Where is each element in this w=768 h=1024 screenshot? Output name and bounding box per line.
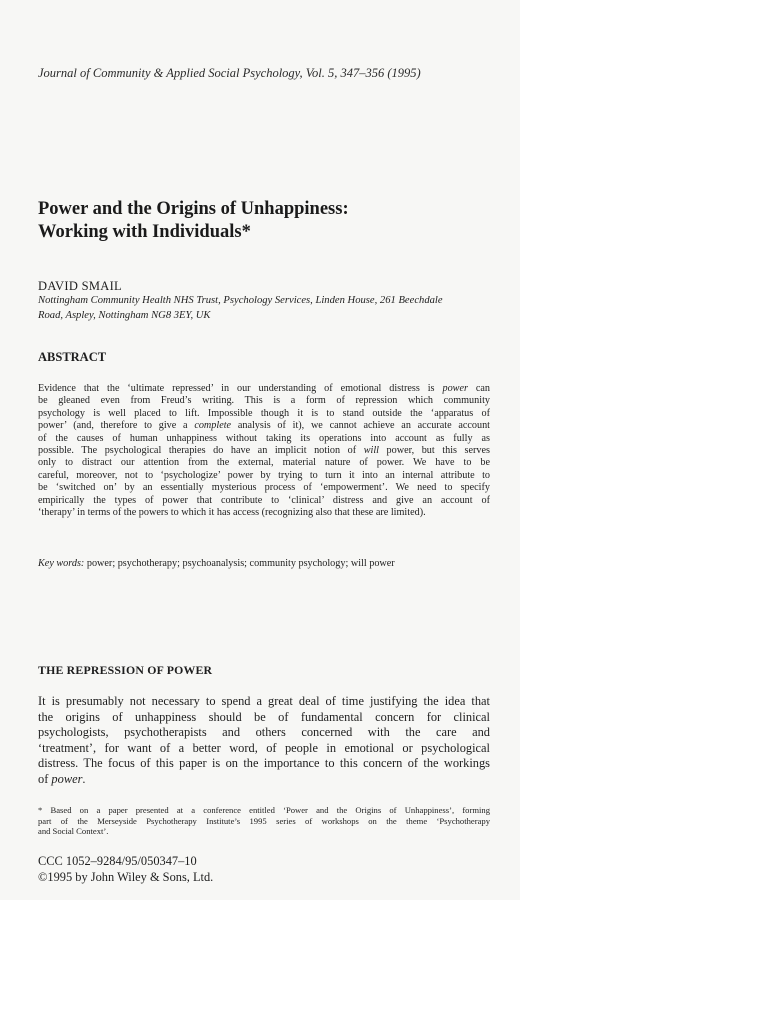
abstract-line: Evidence that the ‘ultimate repressed’ in our understanding of emotional distress is power can (38, 383, 490, 394)
abstract-line: careful, moreover, not to ‘psychologize’ power by trying to turn it into an internal attribute to (38, 469, 490, 481)
keywords-label: Key words: (38, 558, 85, 569)
abstract-line: psychology is well placed to lift. Impossible though it is to stand outside the ‘apparatus of (38, 407, 490, 419)
copyright-block (38, 853, 213, 885)
affiliation-line-1: Nottingham Community Health NHS Trust, Psychology Services, Linden House, 261 Beechdale (38, 295, 443, 306)
body-line: distress. The focus of this paper is on the importance to this concern of the workings (38, 756, 490, 770)
ccc-code: CCC 1052–9284/95/050347–10 (38, 854, 197, 868)
body-line: psychologists, psychotherapists and others concerned with the care and (38, 725, 490, 739)
abstract-line: be ‘switched on’ by an essentially mysterious process of ‘empowerment’. We need to specify (38, 482, 490, 494)
abstract-heading: ABSTRACT (38, 350, 107, 364)
body-line: the origins of unhappiness should be of fundamental concern for clinical (38, 709, 490, 724)
abstract-body (38, 383, 490, 519)
title-line-2: Working with Individuals* (38, 222, 251, 242)
footnote (38, 805, 490, 837)
keywords (38, 558, 395, 569)
abstract-line: only to distract our attention from the external, material nature of power. We have to be (38, 457, 490, 469)
title-line-1: Power and the Origins of Unhappiness: (38, 199, 349, 219)
article-title (38, 198, 349, 244)
author-affiliation (38, 293, 498, 323)
abstract-line: possible. The psychological therapies do have an implicit notion of will power, but this serves (38, 444, 490, 456)
body-line: of power. (38, 771, 86, 786)
abstract-line: be gleaned even from Freud’s writing. This is a form of repression which community (38, 395, 490, 407)
abstract-line: ‘therapy’ in terms of the powers to which it has access (recognizing also that these are limited). (38, 506, 426, 518)
footnote-line: part of the Merseyside Psychotherapy Institute’s 1995 series of workshops on the theme ‘Psychotherapy (38, 815, 490, 826)
author-name: DAVID SMAIL (38, 279, 122, 293)
abstract-line: of the causes of human unhappiness without taking its operations into account as fully as (38, 432, 490, 444)
copyright-notice: ©1995 by John Wiley & Sons, Ltd. (38, 870, 214, 884)
section-heading: THE REPRESSION OF POWER (38, 663, 213, 677)
keywords-text: power; psychotherapy; psychoanalysis; community psychology; will power (84, 558, 395, 569)
abstract-line: empirically the types of power that contribute to ‘clinical’ distress and give an account of (38, 494, 490, 506)
body-line: ‘treatment’, for want of a better word, of people in emotional or psychological (38, 740, 490, 755)
section-body (38, 694, 490, 787)
journal-citation: Journal of Community & Applied Social Psychology, Vol. 5, 347–356 (1995) (38, 66, 421, 80)
footnote-line: * Based on a paper presented at a conference entitled ‘Power and the Origins of Unhappiness’, forming (38, 805, 490, 815)
body-line: It is presumably not necessary to spend a great deal of time justifying the idea that (38, 694, 490, 708)
footnote-line: and Social Context’. (38, 826, 109, 836)
affiliation-line-2: Road, Aspley, Nottingham NG8 3EY, UK (38, 310, 211, 321)
abstract-line: power’ (and, therefore to give a complete analysis of it), we cannot achieve an accurate account (38, 420, 490, 432)
